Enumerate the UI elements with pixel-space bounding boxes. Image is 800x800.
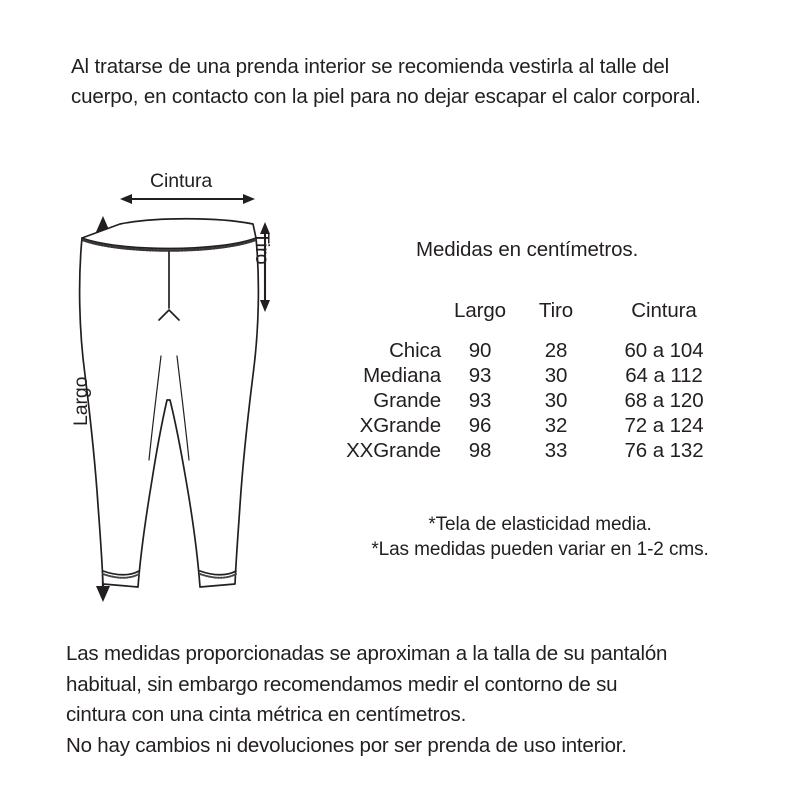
table-row [345, 338, 735, 363]
footer-line-2: habitual, sin embargo recomendamos medir el contorno de su [66, 672, 618, 696]
cell-size: Chica [389, 339, 441, 362]
footer-line-4: No hay cambios ni devoluciones por ser prenda de uso interior. [66, 733, 627, 757]
intro-paragraph: Al tratarse de una prenda interior se recomienda vestirla al talle del cuerpo, en contacto con la piel para no dejar escapar el calor corporal. [71, 55, 701, 108]
column-header-size [345, 298, 441, 338]
cell-cintura: 60 a 104 [624, 339, 704, 362]
cell-largo: 93 [468, 364, 492, 387]
cell-cintura: 72 a 124 [624, 414, 704, 437]
cell-tiro: 30 [544, 364, 568, 387]
measurements-title: Medidas en centímetros. [416, 238, 639, 261]
cell-size: XGrande [359, 414, 441, 437]
column-header-cintura: Cintura [631, 299, 697, 322]
cell-largo: 93 [468, 389, 492, 412]
column-header-largo: Largo [454, 299, 506, 322]
table-row [345, 413, 735, 438]
cell-largo: 96 [468, 414, 492, 437]
cell-cintura: 64 a 112 [625, 364, 703, 387]
cell-cintura: 68 a 120 [624, 389, 704, 412]
cell-tiro: 30 [544, 389, 568, 412]
cintura-label: Cintura [150, 170, 213, 192]
cell-tiro: 32 [544, 414, 568, 437]
size-table [345, 298, 735, 463]
table-row [345, 438, 735, 463]
footer-line-3: cintura con una cinta métrica en centímetros. [66, 703, 467, 726]
column-header-tiro: Tiro [538, 299, 574, 322]
leggings-outline [80, 219, 259, 587]
cell-tiro: 28 [544, 339, 568, 362]
cell-size: Mediana [363, 364, 441, 387]
cell-largo: 98 [468, 439, 492, 462]
table-row [345, 388, 735, 413]
cell-size: XXGrande [346, 439, 441, 462]
cintura-arrow [120, 194, 255, 204]
note-tolerance: *Las medidas pueden variar en 1-2 cms. [371, 538, 709, 560]
cell-size: Grande [373, 389, 441, 412]
leggings-measurement-diagram [60, 160, 360, 620]
footer-line-1: Las medidas proporcionadas se aproximan a la talla de su pantalón [66, 642, 668, 665]
cell-largo: 90 [468, 339, 492, 362]
tiro-label: Tiro [251, 232, 273, 265]
footer-paragraph [66, 639, 752, 761]
note-fabric: *Tela de elasticidad media. [428, 514, 652, 535]
cell-tiro: 33 [544, 439, 568, 462]
cell-cintura: 76 a 132 [624, 439, 704, 462]
leggings-illustration-svg [60, 160, 360, 620]
notes-block [345, 513, 735, 562]
largo-label: Largo [70, 376, 92, 426]
table-row [345, 363, 735, 388]
table-header-row [345, 298, 735, 338]
